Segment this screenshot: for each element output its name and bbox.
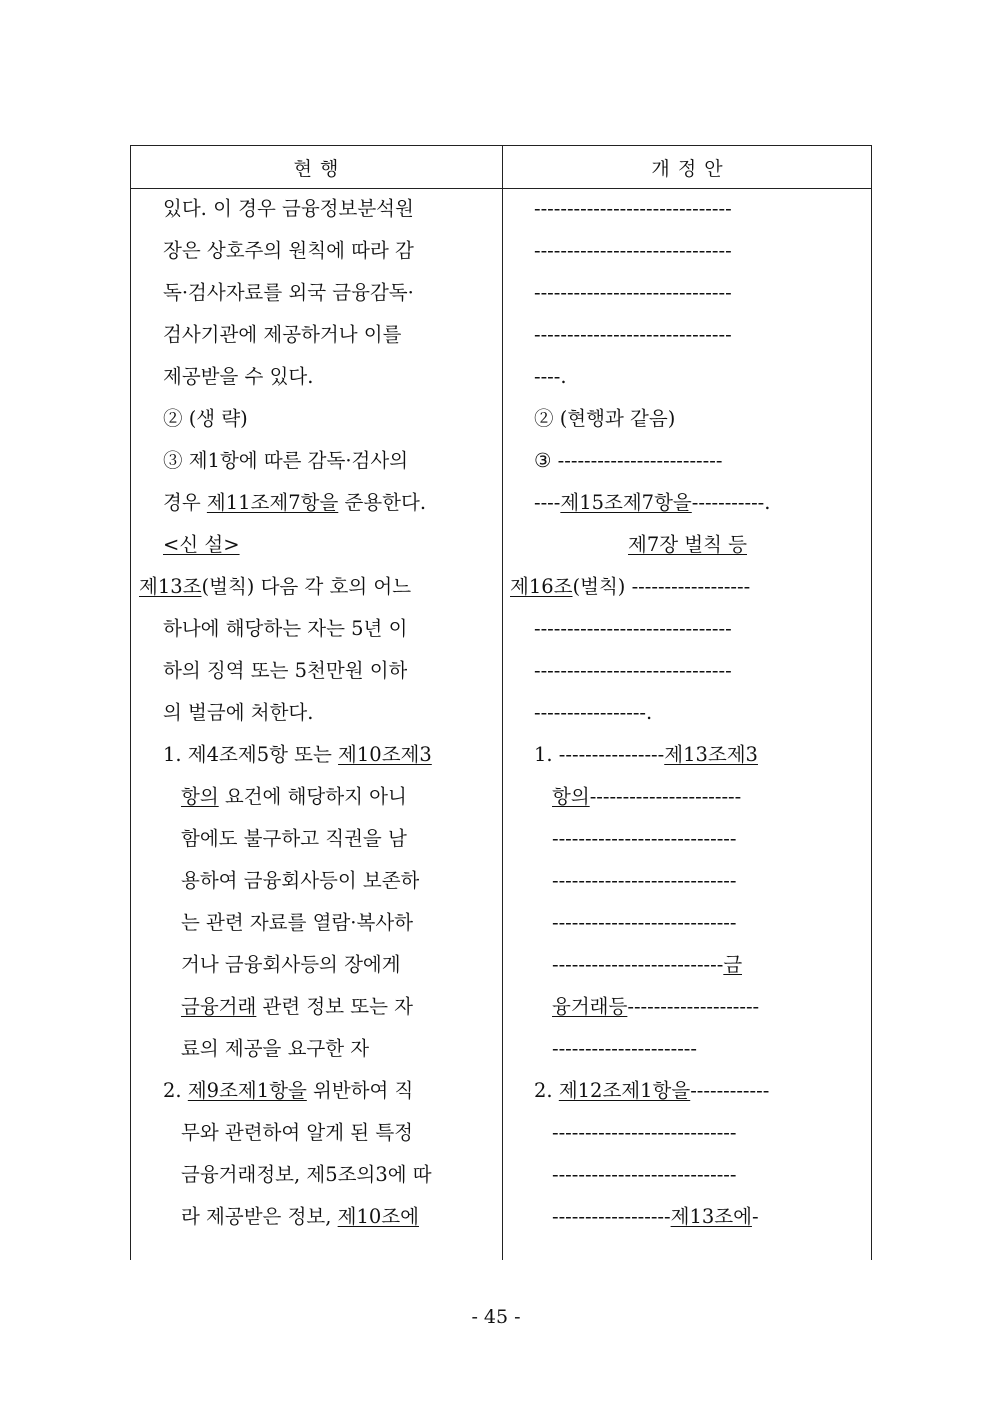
text-span: 1. 제4조제5항 또는 [163,743,339,766]
text-span: (벌칙) ------------------ [572,575,751,598]
amended-line: ------------------------------ [534,197,732,220]
current-line: 있다. 이 경우 금융정보분석원 [163,197,414,220]
amended-line: -----------------. [534,701,653,724]
current-line [163,740,432,770]
current-line: 료의 제공을 요구한 자 [181,1037,370,1060]
text-span: (벌칙) 다음 각 호의 어느 [201,575,412,598]
amended-line [552,782,741,812]
comparison-table [130,145,872,1260]
underlined-reference: 제10조에 [337,1205,419,1228]
underlined-reference: 제16조 [510,575,573,598]
text-span: 라 제공받은 정보, [181,1205,338,1228]
amended-line [534,740,758,770]
amended-line: ------------------------------ [534,659,732,682]
text-span: 관련 정보 또는 자 [256,995,414,1018]
amended-line: ------------------------------ [534,239,732,262]
current-line: 하나에 해당하는 자는 5년 이 [163,617,408,640]
current-line: 거나 금융회사등의 장에게 [181,953,401,976]
article-heading [139,572,411,602]
text-span: 경우 [163,491,207,514]
current-line: 장은 상호주의 원칙에 따라 감 [163,239,414,262]
current-line: 무와 관련하여 알게 된 특정 [181,1121,414,1144]
amended-line: ② (현행과 같음) [534,407,676,430]
current-line: 하의 징역 또는 5천만원 이하 [163,659,408,682]
current-line: 는 관련 자료를 열람·복사하 [181,911,414,934]
amended-line: ---------------------------- [552,869,737,892]
new-provision-marker: <신 설> [163,533,240,556]
underlined-reference: 제13조에 [670,1205,752,1228]
current-line: 제공받을 수 있다. [163,365,314,388]
page-number: - 45 - [471,1306,521,1328]
amended-line: ---------------------------- [552,1121,737,1144]
text-span: 1. ---------------- [534,743,665,766]
underlined-reference: 제13조 [139,575,202,598]
amended-line [552,950,742,980]
current-line [181,992,413,1022]
text-span: 위반하여 직 [306,1079,414,1102]
current-line: ③ 제1항에 따른 감독·검사의 [163,449,409,472]
header-current: 현 행 [293,157,340,180]
underlined-reference: 제9조제1항을 [187,1079,307,1102]
current-line [163,1076,413,1106]
text-span: -------------------------- [552,953,724,976]
amended-line: ---------------------------- [552,911,737,934]
amended-line [534,488,770,518]
text-span: 준용한다. [338,491,427,514]
underlined-reference: 금 [723,953,743,976]
underlined-reference: 제15조제7항을 [560,491,692,514]
amended-line: ---------------------------- [552,1163,737,1186]
text-span: -------------------- [627,995,760,1018]
text-span: ------------------ [552,1205,671,1228]
amended-line: ---------------------- [552,1037,697,1060]
amended-line [534,1076,769,1106]
chapter-heading: 제7장 벌칙 등 [628,533,747,556]
amended-line [552,992,759,1022]
text-span: - [751,1205,759,1228]
current-line: 의 벌금에 처한다. [163,701,314,724]
text-span: ---- [534,491,561,514]
current-line: ② (생 략) [163,407,248,430]
amended-line: ------------------------------ [534,323,732,346]
text-span: 2. [534,1079,559,1102]
current-line [163,488,426,518]
underlined-reference: 항의 [181,785,219,808]
underlined-reference: 융거래등 [552,995,628,1018]
current-line [181,1202,419,1232]
underlined-reference: 제11조제7항을 [206,491,339,514]
text-span: ----------------------- [589,785,742,808]
amended-line: ------------------------------ [534,617,732,640]
text-span: 요건에 해당하지 아니 [218,785,407,808]
current-line: 금융거래정보, 제5조의3에 따 [181,1163,432,1186]
underlined-reference: 항의 [552,785,590,808]
amended-line: ---------------------------- [552,827,737,850]
article-heading [510,572,750,602]
underlined-reference: 제10조제3 [338,743,432,766]
underlined-reference: 금융거래 [181,995,257,1018]
text-span: ------------ [690,1079,770,1102]
underlined-reference: 제12조제1항을 [558,1079,691,1102]
current-line: 함에도 불구하고 직권을 남 [181,827,407,850]
amended-line: ------------------------------ [534,281,732,304]
current-line: 독·검사자료를 외국 금융감독· [163,281,414,304]
header-rule [131,188,871,189]
column-divider [502,146,503,1260]
header-amended: 개 정 안 [651,157,724,180]
current-line: 용하여 금융회사등이 보존하 [181,869,420,892]
amended-line: ③ ------------------------- [534,449,723,472]
text-span: 2. [163,1079,188,1102]
current-line [181,782,407,812]
amended-line [552,1202,759,1232]
current-line: 검사기관에 제공하거나 이를 [163,323,402,346]
text-span: -----------. [691,491,771,514]
underlined-reference: 제13조제3 [664,743,758,766]
amended-line: ----. [534,365,567,388]
